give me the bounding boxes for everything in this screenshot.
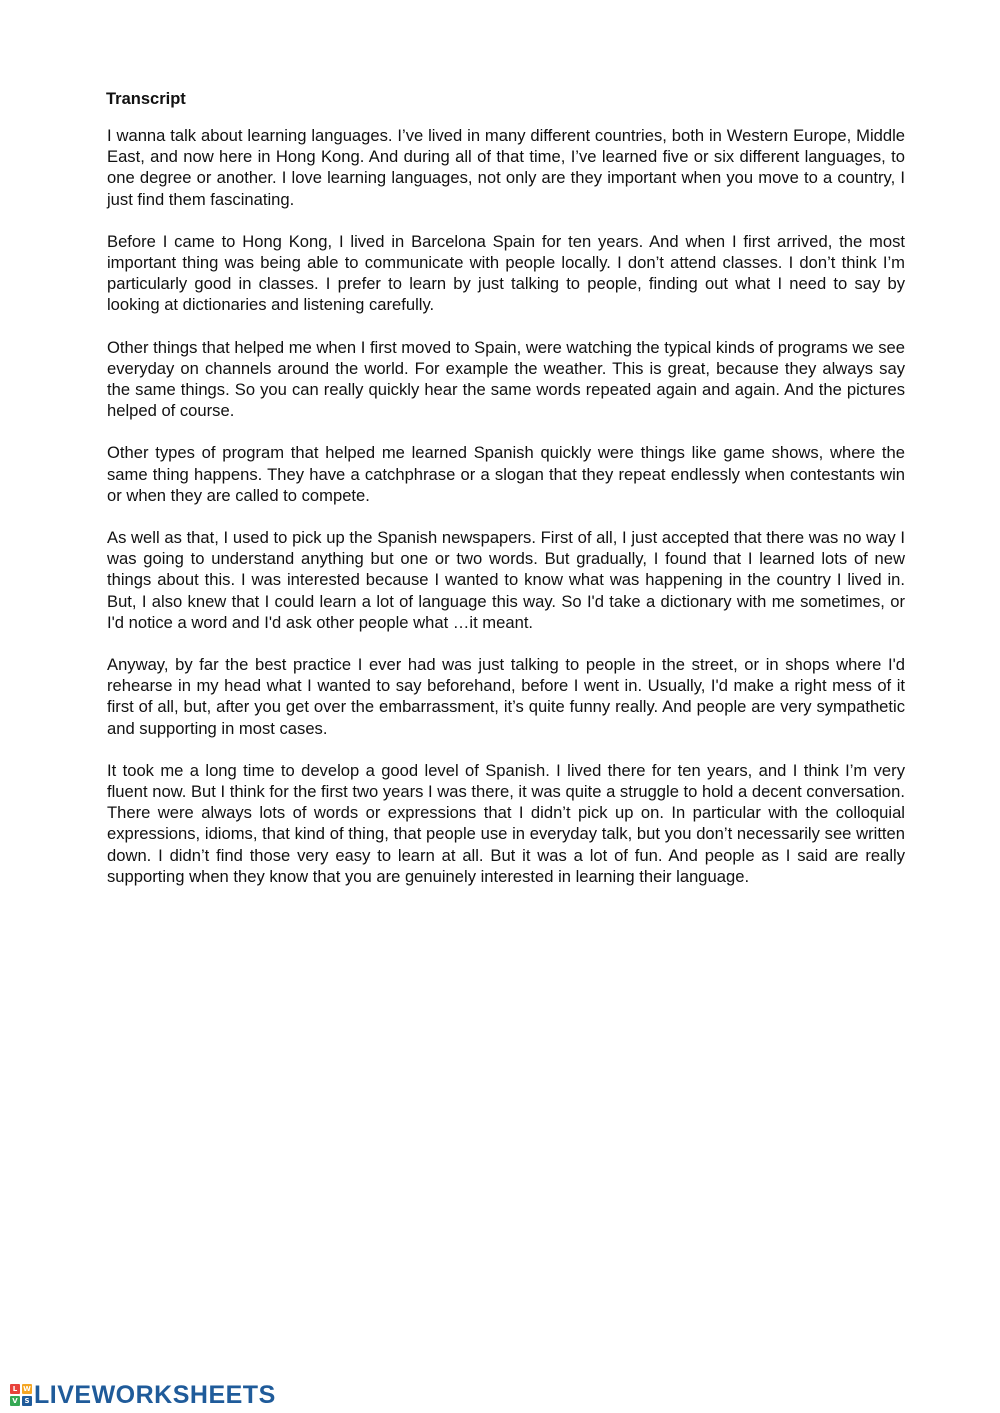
- paragraph-3: Other things that helped me when I first moved to Spain, were watching the typical kinds of programs we see everyday on channels around the world. For example the weather. This is great, because they always say the same things. So you can really quickly hear the same words repeated again and again. And the pictures helped of course.: [107, 337, 905, 421]
- paragraph-1: I wanna talk about learning languages. I’ve lived in many different countries, both in Western Europe, Middle East, and now here in Hong Kong. And during all of that time, I’ve learned five or six different languages, to one degree or another. I love learning languages, not only are they important when you move to a country, I just find them fascinating.: [107, 126, 905, 209]
- logo-mark-tile: L: [10, 1384, 20, 1394]
- paragraph-7: It took me a long time to develop a good level of Spanish. I lived there for ten years, and I think I’m very fluent now. But I think for the first two years I was there, it was quite a struggle to hold a decent conversation. There were always lots of words or expressions that I didn’t pick up on. In particular with the colloquial expressions, idioms, that kind of thing, that people use in everyday talk, but you don’t necessarily see written down. I didn’t find those very easy to learn at all. But it was a lot of fun. And people as I said are really supporting when they know that you are genuinely interested in learning their language.: [107, 760, 905, 886]
- paragraph-5: As well as that, I used to pick up the Spanish newspapers. First of all, I just accepted that there was no way I was going to understand anything but one or two words. But gradually, I found that I learned lots of new things about this. I was interested because I wanted to know what was happening in the country I lived in. But, I also knew that I could learn a lot of language this way. So I'd take a dictionary with me sometimes, or I'd notice a word and I'd ask other people what …it meant.: [107, 528, 905, 632]
- paragraph-4: Other types of program that helped me learned Spanish quickly were things like game shows, where the same thing happens. They have a catchphrase or a slogan that they repeat endlessly when contestants win or when they are called to compete.: [107, 443, 905, 505]
- liveworksheets-logo-icon: [10, 1384, 32, 1406]
- liveworksheets-logo[interactable]: [10, 1381, 276, 1409]
- logo-mark-tile: W: [23, 1385, 31, 1393]
- transcript-body: [107, 125, 905, 908]
- logo-mark-tile: V: [10, 1396, 20, 1406]
- paragraph-6: Anyway, by far the best practice I ever had was just talking to people in the street, or in shops where I'd rehearse in my head what I wanted to say beforehand, before I went in. Usually, I'd make a right mess of it first of all, but, after you get over the embarrassment, it’s quite funny really. And people are very sympathetic and supporting in most cases.: [107, 655, 905, 738]
- logo-wordmark: LIVEWORKSHEETS: [34, 1380, 276, 1409]
- page-title: Transcript: [106, 90, 186, 108]
- logo-mark-tile: S: [22, 1396, 32, 1406]
- paragraph-2: Before I came to Hong Kong, I lived in Barcelona Spain for ten years. And when I first arrived, the most important thing was being able to communicate with people locally. I don’t attend classes. I don’t think I’m particularly good in classes. I prefer to learn by just talking to people, finding out what I need to say by looking at dictionaries and listening carefully.: [107, 231, 905, 315]
